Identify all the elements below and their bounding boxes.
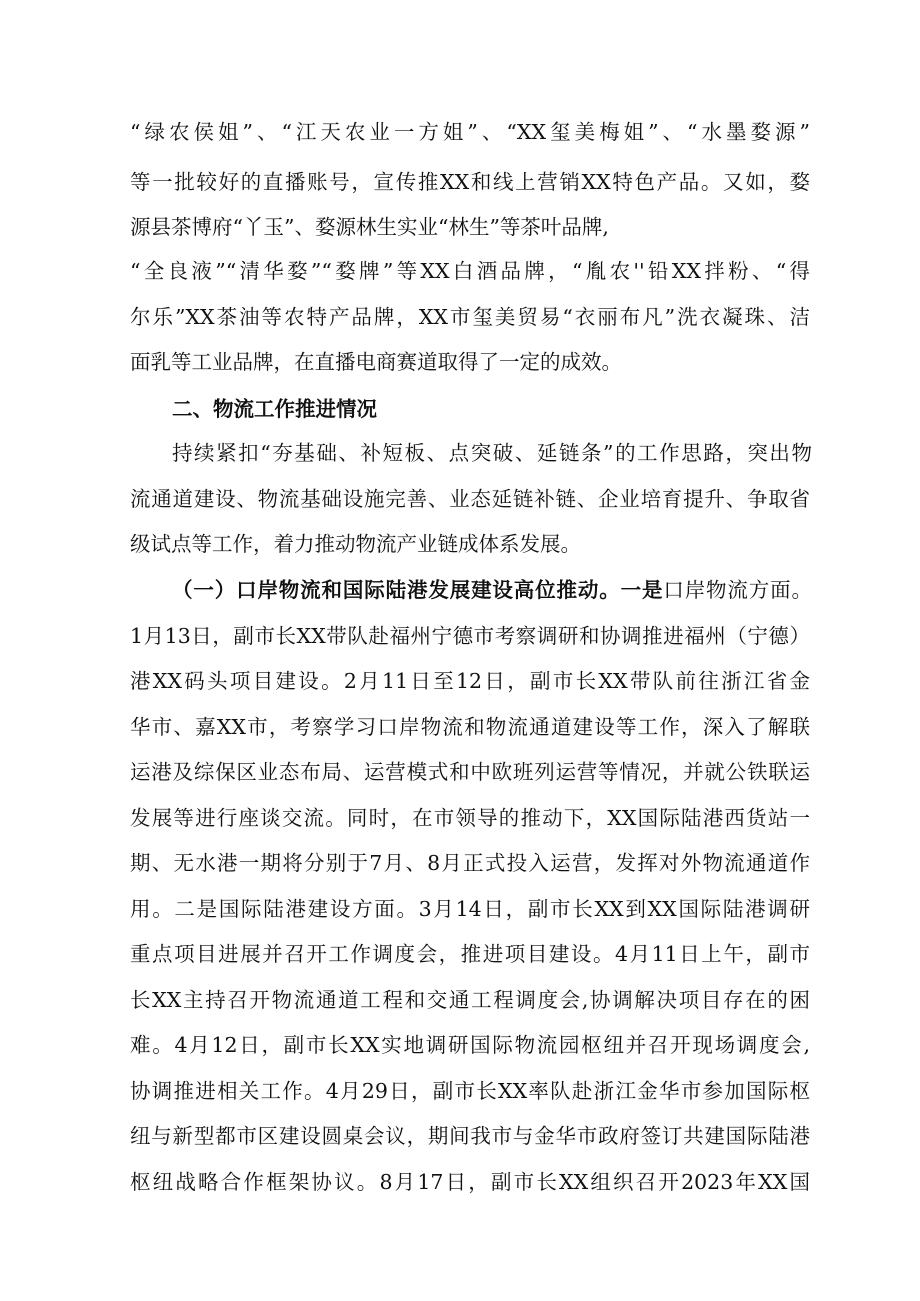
paragraph-text: 口岸物流方面。 xyxy=(663,578,813,602)
paragraph-line: 运港及综保区业态布局、运营模式和中欧班列运营等情况，并就公铁联运 xyxy=(130,760,810,784)
paragraph-line: 发展等进行座谈交流。同时，在市领导的推动下，XX国际陆港西货站一 xyxy=(130,806,810,830)
paragraph-line: 持续紧扣“夯基础、补短板、点突破、延链条”的工作思路，突出物 xyxy=(172,441,812,465)
paragraph-line: 重点项目进展并召开工作调度会，推进项目建设。4月11日上午，副市 xyxy=(130,942,810,966)
subsection-heading: （一）口岸物流和国际陆港发展建设高位推动。一是 xyxy=(172,578,664,602)
paragraph-line: 纽与新型都市区建设圆桌会议，期间我市与金华市政府签订共建国际陆港 xyxy=(130,1124,810,1148)
paragraph-line: 源县茶博府“丫玉”、婺源林生实业“林生”等茶叶品牌, xyxy=(130,215,609,239)
paragraph-line: 流通道建设、物流基础设施完善、业态延链补链、企业培育提升、争取省 xyxy=(130,487,810,511)
paragraph-line: 枢纽战略合作框架协议。8月17日，副市长XX组织召开2023年XX国 xyxy=(130,1170,810,1194)
paragraph-line: 难。4月12日，副市长XX实地调研国际物流园枢纽并召开现场调度会, xyxy=(130,1033,810,1057)
paragraph-line: 面乳等工业品牌，在直播电商赛道取得了一定的成效。 xyxy=(130,350,622,374)
paragraph-line: 等一批较好的直播账号，宣传推XX和线上营销XX特色产品。又如，婺 xyxy=(130,170,810,194)
paragraph-first-line xyxy=(172,575,812,605)
paragraph-line: 1月13日，副市长XX带队赴福州宁德市考察调研和协调推进福州（宁德） xyxy=(130,624,810,648)
paragraph-line: 级试点等工作，着力推动物流产业链成体系发展。 xyxy=(130,532,581,556)
paragraph-line: “绿农侯姐”、“江天农业一方姐”、“XX玺美梅姐”、“水墨婺源” xyxy=(130,120,810,144)
paragraph-line: 协调推进相关工作。4月29日，副市长XX率队赴浙江金华市参加国际枢 xyxy=(130,1079,810,1103)
section-heading: 二、物流工作推进情况 xyxy=(172,397,377,421)
paragraph-line: 用。二是国际陆港建设方面。3月14日，副市长XX到XX国际陆港调研 xyxy=(130,897,810,921)
paragraph-line: “全良液”“清华婺”“婺牌”等XX白酒品牌，“胤农''铅XX拌粉、“得 xyxy=(130,259,810,283)
paragraph-line: 尔乐”XX茶油等农特产品牌，XX市玺美贸易“衣丽布凡”洗衣凝珠、洁 xyxy=(130,305,810,329)
paragraph-line: 港XX码头项目建设。2月11日至12日，副市长XX带队前往浙江省金 xyxy=(130,669,810,693)
paragraph-line: 华市、嘉XX市，考察学习口岸物流和物流通道建设等工作，深入了解联 xyxy=(130,715,810,739)
paragraph-line: 长XX主持召开物流通道工程和交通工程调度会,协调解决项目存在的困 xyxy=(130,988,810,1012)
paragraph-line: 期、无水港一期将分别于7月、8月正式投入运营，发挥对外物流通道作 xyxy=(130,851,810,875)
